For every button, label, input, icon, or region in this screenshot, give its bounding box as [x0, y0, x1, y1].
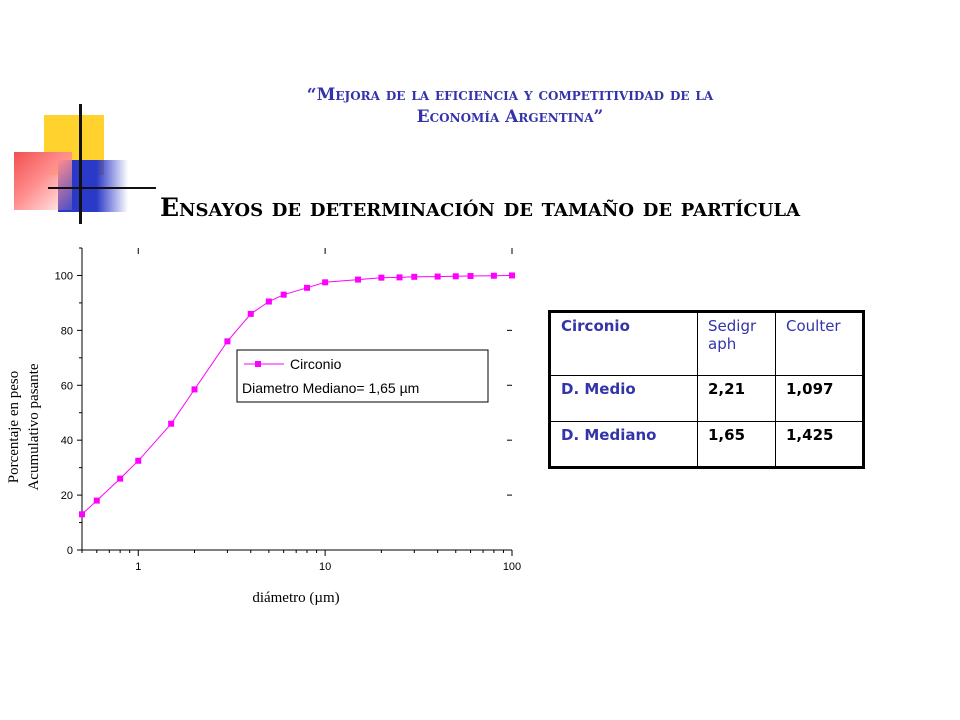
- subtitle-line-2: Economía Argentina”: [416, 107, 604, 127]
- row-label-mediano: D. Mediano: [550, 422, 698, 468]
- y-tick-label: 80: [60, 325, 73, 338]
- x-tick-label: 1: [135, 561, 142, 573]
- deco-red-square: [14, 152, 72, 210]
- table-row: [550, 422, 864, 468]
- header-sedigraph: Sedigraph: [698, 312, 776, 376]
- data-point: [396, 274, 402, 280]
- data-point: [192, 386, 198, 392]
- data-point: [281, 292, 287, 298]
- chart-ticks: [55, 248, 522, 573]
- y-tick-label: 0: [66, 545, 73, 557]
- legend-series-label: Circonio: [290, 356, 342, 372]
- deco-vertical-line: [79, 104, 82, 224]
- data-point: [355, 277, 361, 283]
- data-point: [378, 275, 384, 281]
- legend-marker: [255, 361, 261, 367]
- data-point: [266, 299, 272, 305]
- data-point: [435, 274, 441, 280]
- y-tick-label: 20: [60, 490, 73, 503]
- data-point: [94, 498, 100, 504]
- y-tick-label: 40: [60, 435, 73, 448]
- x-tick-label: 100: [502, 561, 522, 573]
- slide-subtitle: [170, 84, 850, 128]
- table-header-row: [550, 312, 864, 376]
- x-tick-label: 10: [319, 561, 332, 573]
- cell-mediano-sedigraph: 1,65: [698, 422, 776, 468]
- chart-legend: [237, 350, 488, 402]
- data-point: [468, 273, 474, 279]
- particle-size-chart: [0, 230, 540, 620]
- legend-note: Diametro Mediano= 1,65 µm: [242, 380, 420, 396]
- cell-mediano-coulter: 1,425: [776, 422, 864, 468]
- data-point: [322, 279, 328, 285]
- y-tick-label: 100: [54, 270, 73, 283]
- subtitle-line-1: “Mejora de la eficiencia y competitividad de la: [306, 85, 714, 105]
- x-axis-label: diámetro (µm): [252, 590, 340, 606]
- data-point: [248, 311, 254, 317]
- y-tick-label: 60: [60, 380, 73, 393]
- table-row: [550, 376, 864, 422]
- data-point: [453, 273, 459, 279]
- data-point: [411, 274, 417, 280]
- y-axis-label-line-2: Acumulativo pasante: [26, 363, 42, 491]
- results-table: [548, 310, 865, 469]
- slide-title: Ensayos de determinación de tamaño de partícula: [160, 193, 801, 222]
- cell-medio-sedigraph: 2,21: [698, 376, 776, 422]
- data-point: [304, 285, 310, 291]
- data-point: [135, 458, 141, 464]
- header-circonio: Circonio: [550, 312, 698, 376]
- cell-medio-coulter: 1,097: [776, 376, 864, 422]
- row-label-medio: D. Medio: [550, 376, 698, 422]
- deco-horizontal-line: [48, 187, 156, 189]
- data-point: [224, 338, 230, 344]
- data-point: [491, 273, 497, 279]
- data-point: [79, 511, 85, 517]
- y-axis-label-line-1: Porcentaje en peso: [6, 370, 22, 484]
- data-point: [509, 272, 515, 278]
- data-point: [168, 421, 174, 427]
- data-point: [117, 476, 123, 482]
- header-coulter: Coulter: [776, 312, 864, 376]
